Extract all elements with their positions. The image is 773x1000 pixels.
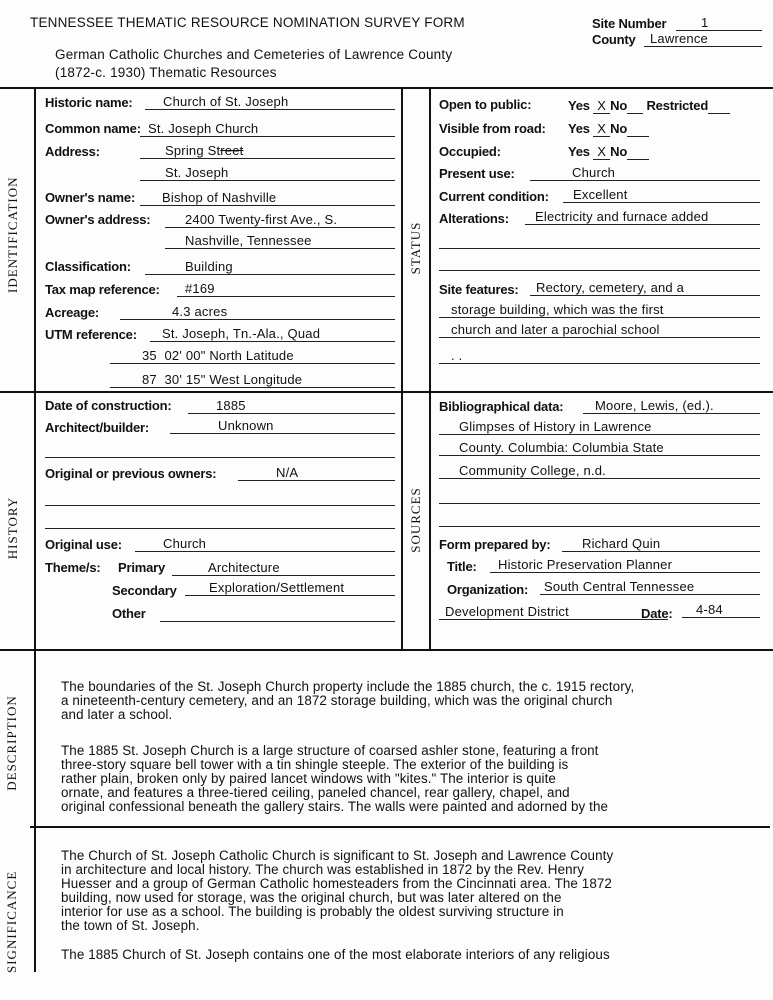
primary-label: Primary — [118, 560, 166, 575]
bibliographical-data-label: Bibliographical data: — [439, 399, 564, 414]
visible-value — [568, 121, 649, 137]
no-blank — [627, 144, 649, 160]
owner-address-label: Owner's address: — [45, 212, 151, 227]
title-label: Title: — [447, 559, 477, 574]
visible-from-road-label: Visible from road: — [439, 121, 546, 136]
no-label: No — [610, 121, 628, 136]
form-date: 4-84 — [682, 602, 760, 618]
utm-latitude: 35 02' 00" North Latitude — [110, 348, 395, 364]
restricted-label: Restricted — [646, 98, 709, 113]
site-features-label: Site features: — [439, 282, 519, 297]
occupied-value — [568, 144, 649, 160]
current-condition: Excellent — [563, 187, 760, 203]
original-use: Church — [135, 536, 395, 552]
significance-line: The Church of St. Joseph Catholic Church is significant to St. Joseph and Lawrence County — [61, 848, 614, 863]
description-line: and later a school. — [61, 707, 173, 722]
section-identification: IDENTIFICATION — [5, 176, 20, 293]
themes-label: Theme/s: — [45, 560, 101, 575]
site-number-label: Site Number — [592, 16, 667, 31]
classification: Building — [145, 259, 395, 275]
bibliographical-data-4: Community College, n.d. — [439, 463, 760, 479]
historic-name: Church of St. Joseph — [145, 94, 395, 110]
organization-label: Organization: — [447, 582, 529, 597]
owner-address-1: 2400 Twenty-first Ave., S. — [165, 212, 395, 228]
form-title: TENNESSEE THEMATIC RESOURCE NOMINATION SURVEY FORM — [30, 15, 465, 30]
current-condition-label: Current condition: — [439, 189, 549, 204]
address-street: Spring St — [165, 143, 221, 158]
section-status: STATUS — [408, 221, 423, 275]
description-line: ornate, and features a three-tiered ceiling, paneled chancel, rear gallery, chapel, and — [61, 785, 570, 800]
owner-name-label: Owner's name: — [45, 190, 136, 205]
section-significance: SIGNIFICANCE — [4, 870, 19, 973]
previous-owners-label: Original or previous owners: — [45, 466, 217, 481]
previous-owners: N/A — [238, 465, 395, 481]
description-line: rather plain, broken only by paired lancet windows with "kites." The interior is quite — [61, 771, 556, 786]
site-features-3: church and later a parochial school — [439, 322, 760, 338]
primary-theme: Architecture — [172, 560, 395, 576]
utm-label: UTM reference: — [45, 327, 137, 342]
significance-line: Huesser and a group of German Catholic homesteaders from the Cincinnati area. The 1872 — [61, 876, 612, 891]
blank-line — [439, 526, 760, 527]
bibliographical-data-2: Glimpses of History in Lawrence — [439, 419, 760, 435]
yes-label: Yes — [568, 144, 590, 159]
utm-quad: St. Joseph, Tn.-Ala., Quad — [150, 326, 395, 342]
present-use: Church — [530, 165, 760, 181]
open-to-public-label: Open to public: — [439, 97, 532, 112]
subtitle-line-2: (1872-c. 1930) Thematic Resources — [55, 65, 277, 80]
preparer-title: Historic Preservation Planner — [490, 557, 760, 573]
date-label: Date: — [641, 606, 673, 621]
site-features-1: Rectory, cemetery, and a — [530, 280, 760, 296]
divider — [0, 391, 773, 393]
alterations: Electricity and furnace added — [525, 209, 760, 225]
no-label: No — [610, 144, 628, 159]
yes-mark: X — [593, 144, 610, 160]
county-label: County — [592, 32, 636, 47]
divider — [0, 87, 773, 89]
address-line-1 — [140, 143, 395, 159]
significance-line: the town of St. Joseph. — [61, 918, 200, 933]
significance-text — [61, 849, 613, 962]
common-name-label: Common name: — [45, 121, 141, 136]
acreage: 4.3 acres — [120, 304, 395, 320]
other-blank — [160, 621, 395, 622]
yes-mark: X — [593, 98, 610, 114]
acreage-label: Acreage: — [45, 305, 100, 320]
divider — [429, 87, 431, 649]
blank-line — [45, 457, 395, 458]
prepared-by: Richard Quin — [562, 536, 760, 552]
classification-label: Classification: — [45, 259, 131, 274]
divider — [30, 826, 770, 828]
no-blank — [627, 98, 643, 114]
section-description: DESCRIPTION — [4, 695, 19, 791]
owner-name: Bishop of Nashville — [140, 190, 395, 206]
blank-line — [439, 503, 760, 504]
site-features-2: storage building, which was the first — [439, 302, 760, 318]
address-label: Address: — [45, 144, 100, 159]
original-use-label: Original use: — [45, 537, 122, 552]
description-text — [61, 680, 634, 814]
common-name: St. Joseph Church — [140, 121, 395, 137]
yes-label: Yes — [568, 121, 590, 136]
restricted-blank — [708, 98, 730, 114]
yes-mark: X — [593, 121, 610, 137]
secondary-label: Secondary — [112, 583, 177, 598]
description-line: The 1885 St. Joseph Church is a large structure of coarsed ashler stone, featuring a front — [61, 743, 599, 758]
county: Lawrence — [644, 31, 762, 47]
blank-line — [45, 528, 395, 529]
blank-line — [439, 270, 760, 271]
tax-map: #169 — [177, 281, 395, 297]
occupied-label: Occupied: — [439, 144, 501, 159]
section-history: HISTORY — [5, 496, 20, 560]
open-to-public-value — [568, 98, 730, 114]
description-line: The boundaries of the St. Joseph Church property include the 1885 church, the c. 1915 rectory, — [61, 679, 635, 694]
address-line-2: St. Joseph — [140, 165, 395, 181]
site-number: 1 — [676, 15, 762, 31]
architect-label: Architect/builder: — [45, 420, 150, 435]
blank-line — [45, 505, 395, 506]
significance-line: interior for use as a school. The building is probably the oldest surviving structure in — [61, 904, 564, 919]
significance-line: building, now used for storage, was the original church, but was later altered on the — [61, 890, 562, 905]
no-label: No — [610, 98, 628, 113]
present-use-label: Present use: — [439, 166, 515, 181]
architect: Unknown — [170, 418, 395, 434]
other-label: Other — [112, 606, 146, 621]
date-of-construction: 1885 — [188, 398, 395, 414]
description-line: original confessional beneath the gallery stairs. The walls were painted and adorned by the — [61, 799, 609, 814]
significance-line: in architecture and local history. The church was established in 1872 by the Rev. Henry — [61, 862, 585, 877]
utm-longitude: 87 30' 15" West Longitude — [110, 372, 395, 388]
organization-2: Development District — [439, 604, 668, 620]
section-sources: SOURCES — [408, 487, 423, 553]
owner-address-2: Nashville, Tennessee — [165, 233, 395, 249]
bibliographical-data-1: Moore, Lewis, (ed.). — [583, 398, 760, 414]
blank-line — [439, 248, 760, 249]
description-line: three-story square bell tower with a tin shingle steeple. The exterior of the building is — [61, 757, 569, 772]
divider — [34, 87, 36, 972]
bibliographical-data-3: County. Columbia: Columbia State — [439, 440, 760, 456]
no-blank — [627, 121, 649, 137]
prepared-by-label: Form prepared by: — [439, 537, 551, 552]
divider — [401, 87, 403, 649]
description-line: a nineteenth-century cemetery, and an 1872 storage building, which was the original church — [61, 693, 613, 708]
date-of-construction-label: Date of construction: — [45, 398, 172, 413]
yes-label: Yes — [568, 98, 590, 113]
subtitle-line-1: German Catholic Churches and Cemeteries of Lawrence County — [55, 47, 453, 62]
address-struck: reet — [220, 143, 244, 158]
alterations-label: Alterations: — [439, 211, 509, 226]
organization-1: South Central Tennessee — [540, 579, 760, 595]
historic-name-label: Historic name: — [45, 95, 133, 110]
site-features-4: . . — [439, 348, 760, 364]
secondary-theme: Exploration/Settlement — [185, 580, 395, 596]
tax-map-label: Tax map reference: — [45, 282, 160, 297]
significance-line: The 1885 Church of St. Joseph contains one of the most elaborate interiors of any religious — [61, 947, 610, 962]
divider — [0, 649, 773, 651]
